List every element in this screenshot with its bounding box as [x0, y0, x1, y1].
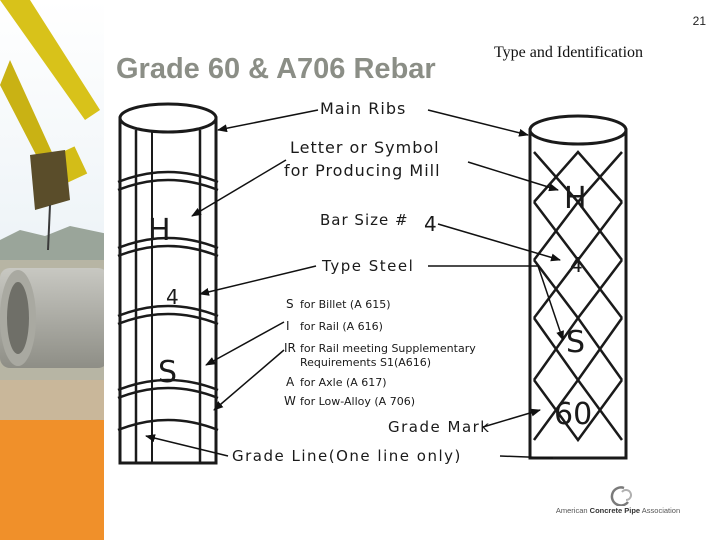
logo-prefix: American: [555, 506, 588, 515]
logo-suffix: Association: [641, 506, 681, 515]
acpa-logo: [538, 484, 698, 524]
page-subtitle: Type and Identification: [494, 44, 644, 61]
steel-type-symbol: A: [286, 375, 295, 389]
steel-type-symbol: I: [286, 319, 290, 333]
left-rebar: [118, 104, 218, 463]
steel-type-symbol: W: [284, 394, 296, 408]
acpa-swirl-icon: [538, 484, 698, 506]
left-type-letter: S: [158, 355, 178, 390]
steel-type-list: [284, 297, 476, 408]
acpa-logo-text: [538, 506, 698, 515]
page-number: 21: [692, 14, 706, 28]
bar-size-value: 4: [424, 212, 437, 236]
steel-type-text: for Billet (A 615): [300, 298, 391, 311]
producing-mill-label: for Producing Mill: [284, 161, 441, 180]
right-size-number: 4: [570, 253, 583, 277]
main-ribs-label: Main Ribs: [320, 99, 407, 118]
left-mill-letter: H: [148, 213, 171, 248]
left-size-number: 4: [166, 285, 179, 309]
bar-size-label: Bar Size #: [320, 211, 409, 229]
grade-line-label: Grade Line(One line only): [232, 447, 462, 465]
page-title: Grade 60 & A706 Rebar: [116, 53, 436, 85]
grade-mark-label: Grade Mark: [388, 418, 491, 436]
right-mill-letter: H: [564, 181, 587, 216]
logo-emphasis: Concrete Pipe: [589, 506, 641, 515]
steel-type-text: for Axle (A 617): [300, 376, 387, 389]
steel-type-text: Requirements S1(A616): [300, 356, 432, 369]
type-steel-label: Type Steel: [322, 257, 415, 275]
steel-type-symbol: IR: [284, 341, 296, 355]
right-type-letter: S: [566, 325, 586, 360]
right-grade-number: 60: [554, 397, 593, 432]
rebar-diagram: [108, 90, 708, 480]
letter-symbol-label: Letter or Symbol: [290, 138, 440, 157]
excavator-photo: [0, 0, 108, 540]
steel-type-text: for Rail meeting Supplementary: [300, 342, 476, 355]
steel-type-text: for Rail (A 616): [300, 320, 383, 333]
steel-type-text: for Low-Alloy (A 706): [300, 395, 415, 408]
steel-type-symbol: S: [286, 297, 294, 311]
